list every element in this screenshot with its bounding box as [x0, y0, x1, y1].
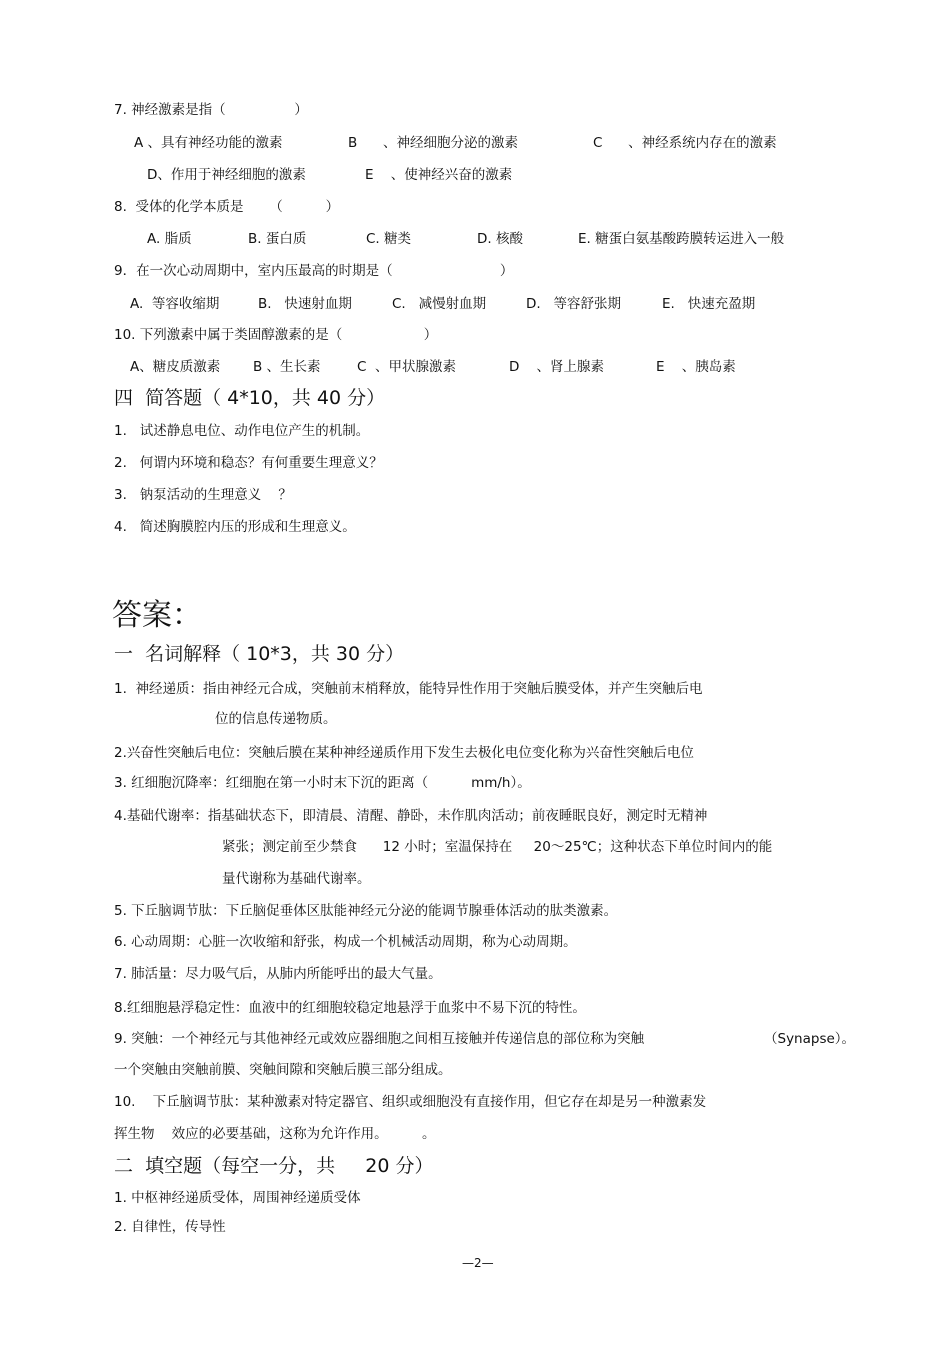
question-9-option-e: E. 快速充盈期	[662, 296, 756, 312]
answer-10-line-1: 10. 下丘脑调节肽：某种激素对特定器官、组织或细胞没有直接作用，但它存在却是另一种激素发	[114, 1094, 707, 1110]
short-answer-item: 4. 简述胸膜腔内压的形成和生理意义。	[114, 519, 356, 535]
short-answer-item: 1. 试述静息电位、动作电位产生的机制。	[114, 423, 370, 439]
question-10-option-b: B 、生长素	[253, 359, 321, 375]
question-9-option-d: D. 等容舒张期	[526, 296, 622, 312]
question-9-stem: 9．在一次心动周期中，室内压最高的时期是（ ）	[114, 263, 514, 279]
answer-7: 7. 肺活量：尽力吸气后，从肺内所能呼出的最大气量。	[114, 966, 442, 982]
answer-9-line-1: 9. 突触：一个神经元与其他神经元或效应器细胞之间相互接触并传递信息的部位称为突触	[114, 1031, 645, 1047]
question-9-option-a: A. 等容收缩期	[130, 296, 220, 312]
question-8-option-a: A. 脂质	[147, 231, 192, 247]
answer-10-line-2: 挥生物 效应的必要基础，这称为允许作用。 。	[114, 1126, 436, 1142]
question-10-option-d: D 、肾上腺素	[509, 359, 605, 375]
answers-section-1-heading: 一 名词解释（ 10*3，共 30 分）	[114, 643, 405, 665]
short-answer-item: 3. 钠泵活动的生理意义 ？	[114, 487, 292, 503]
question-7-option-a: A 、具有神经功能的激素	[134, 135, 283, 151]
answer-5: 5. 下丘脑调节肽：下丘脑促垂体区肽能神经元分泌的能调节腺垂体活动的肽类激素。	[114, 903, 618, 919]
answer-4-line-1: 4.基础代谢率：指基础状态下，即清晨、清醒、静卧，未作肌肉活动；前夜睡眠良好，测定时无精神	[114, 808, 708, 824]
short-answer-item: 2. 何谓内环境和稳态？有何重要生理意义？	[114, 455, 383, 471]
question-8-option-e: E. 糖蛋白氨基酸跨膜转运进入一般	[578, 231, 785, 247]
question-7-option-d: D、作用于神经细胞的激素	[147, 167, 306, 183]
answer-2: 2.兴奋性突触后电位：突触后膜在某种神经递质作用下发生去极化电位变化称为兴奋性突触后电位	[114, 745, 694, 761]
answers-title: 答案：	[112, 598, 202, 633]
answer-4-line-3: 量代谢称为基础代谢率。	[222, 871, 371, 887]
question-9-option-b: B. 快速射血期	[258, 296, 352, 312]
question-10-stem: 10. 下列激素中属于类固醇激素的是（ ）	[114, 327, 438, 343]
answer-9-line-2: 一个突触由突触前膜、突触间隙和突触后膜三部分组成。	[114, 1062, 452, 1078]
answer-4-line-2: 紧张；测定前至少禁食 12 小时；室温保持在 20～25℃；这种状态下单位时间内的能	[222, 839, 773, 855]
question-8-option-b: B. 蛋白质	[248, 231, 307, 247]
question-10-option-c: C 、甲状腺激素	[357, 359, 457, 375]
question-10-option-a: A、糖皮质激素	[130, 359, 221, 375]
question-10-option-e: E 、胰岛素	[656, 359, 736, 375]
answer-8: 8.红细胞悬浮稳定性：血液中的红细胞较稳定地悬浮于血浆中不易下沉的特性。	[114, 1000, 586, 1016]
answer-1-line-2: 位的信息传递物质。	[215, 711, 337, 727]
question-7-stem: 7. 神经激素是指（ ）	[114, 102, 308, 118]
question-7-option-c: C 、神经系统内存在的激素	[593, 135, 777, 151]
page-number: —2—	[462, 1256, 494, 1270]
question-9-option-c: C. 减慢射血期	[392, 296, 487, 312]
answers-section-2-heading: 二 填空题（每空一分，共 20 分）	[114, 1155, 434, 1177]
fill-answer-1: 1. 中枢神经递质受体，周围神经递质受体	[114, 1190, 361, 1206]
answer-3: 3. 红细胞沉降率：红细胞在第一小时末下沉的距离（ mm/h）。	[114, 775, 531, 791]
answer-9-synapse: （Synapse）。	[764, 1031, 856, 1047]
question-8-option-d: D. 核酸	[477, 231, 523, 247]
answer-1-line-1: 1. 神经递质：指由神经元合成，突触前末梢释放，能特异性作用于突触后膜受体，并产生突触后电	[114, 681, 703, 697]
question-7-option-e: E 、使神经兴奋的激素	[365, 167, 513, 183]
question-8-stem: 8. 受体的化学本质是 （ ）	[114, 199, 340, 215]
answer-6: 6. 心动周期：心脏一次收缩和舒张，构成一个机械活动周期，称为心动周期。	[114, 934, 577, 950]
fill-answer-2: 2. 自律性，传导性	[114, 1219, 226, 1235]
section-4-heading: 四 简答题（ 4*10，共 40 分）	[114, 387, 386, 409]
question-8-option-c: C. 糖类	[366, 231, 412, 247]
question-7-option-b: B 、神经细胞分泌的激素	[348, 135, 519, 151]
